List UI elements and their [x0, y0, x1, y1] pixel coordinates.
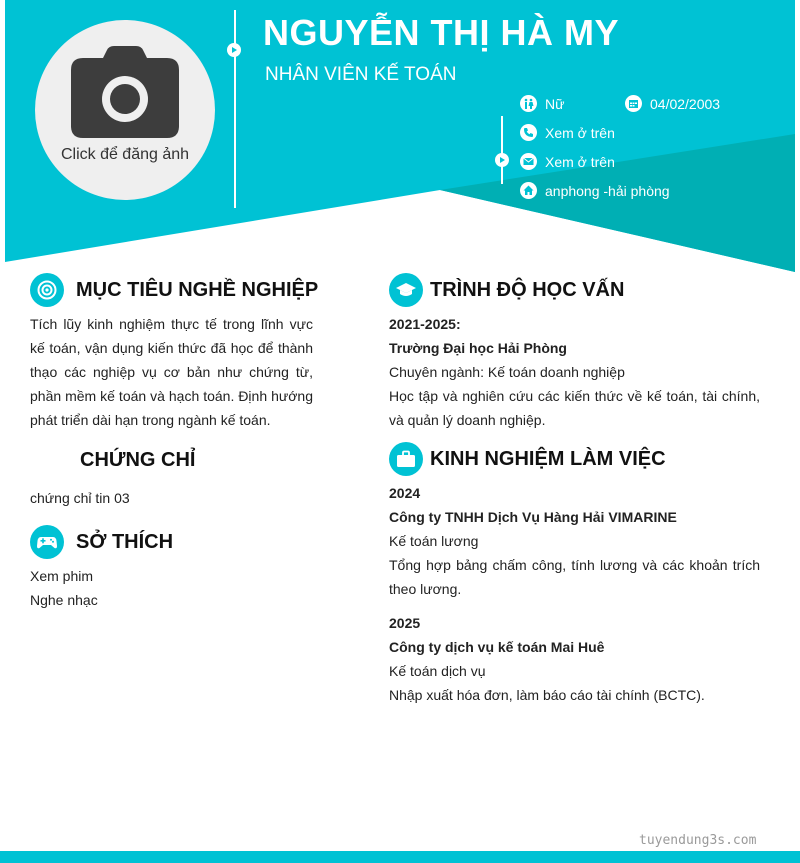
birthday-field[interactable]	[625, 95, 720, 112]
job-role[interactable]: Kế toán lương	[389, 533, 479, 549]
contact-divider-marker	[495, 153, 509, 167]
education-period[interactable]: 2021-2025:	[389, 316, 461, 332]
objective-section-header	[30, 273, 318, 307]
experience-section-header	[389, 442, 666, 476]
camera-icon	[71, 46, 179, 138]
gender-field[interactable]	[520, 95, 564, 112]
phone-field[interactable]	[520, 124, 615, 141]
job-title[interactable]: NHÂN VIÊN KẾ TOÁN	[265, 64, 457, 85]
job-description[interactable]: Tổng hợp bảng chấm công, tính lương và các khoản trích theo lương.	[389, 557, 760, 597]
phone-icon	[520, 124, 537, 141]
education-major[interactable]: Chuyên ngành: Kế toán doanh nghiệp	[389, 364, 625, 380]
job-year[interactable]: 2025	[389, 615, 421, 631]
home-icon	[520, 182, 537, 199]
job-description[interactable]: Nhập xuất hóa đơn, làm báo cáo tài chính (BCTC).	[389, 687, 705, 703]
job-role[interactable]: Kế toán dịch vụ	[389, 663, 486, 679]
certificate-item[interactable]: chứng chỉ tin 03	[30, 490, 130, 506]
hobby-item[interactable]: Xem phim	[30, 568, 94, 584]
header-divider	[234, 10, 236, 208]
hobbies-section-header	[30, 525, 173, 559]
experience-title: KINH NGHIỆM LÀM VIỆC	[430, 447, 666, 470]
birthday-value: 04/02/2003	[650, 95, 721, 112]
email-value: Xem ở trên	[545, 153, 615, 170]
hobby-item[interactable]: Nghe nhạc	[30, 592, 98, 608]
watermark: tuyendung3s.com	[639, 833, 757, 848]
objective-text[interactable]: Tích lũy kinh nghiệm thực tế trong lĩnh vực kế toán, vận dụng kiến thức đã học để thành thạo các nghiệp vụ cơ bản như chứng từ, phần mềm kế toán và hạch toán. Định hướng phát triển dài hạn trong ngành kế toán.	[30, 316, 313, 428]
target-icon	[30, 273, 64, 307]
education-title: TRÌNH ĐỘ HỌC VẤN	[430, 278, 625, 301]
photo-caption: Click để đăng ảnh	[60, 146, 190, 163]
address-value: anphong -hải phòng	[545, 182, 670, 199]
calendar-icon	[625, 95, 642, 112]
gender-value: Nữ	[545, 95, 565, 112]
address-field[interactable]	[520, 182, 670, 199]
contact-divider	[501, 116, 503, 184]
job-year[interactable]: 2024	[389, 485, 421, 501]
school-name[interactable]: Trường Đại học Hải Phòng	[389, 340, 567, 356]
education-description[interactable]: Học tập và nghiên cứu các kiến thức về kế toán, tài chính, và quản lý doanh nghiệp.	[389, 388, 760, 428]
email-field[interactable]	[520, 153, 615, 170]
certificates-title: CHỨNG CHỈ	[80, 449, 196, 471]
gamepad-icon	[30, 525, 64, 559]
divider-marker	[227, 43, 241, 57]
objective-title: MỤC TIÊU NGHỀ NGHIỆP	[76, 278, 319, 301]
hobbies-title: SỞ THÍCH	[76, 530, 174, 553]
mail-icon	[520, 153, 537, 170]
phone-value: Xem ở trên	[545, 124, 615, 141]
gender-icon	[520, 95, 537, 112]
candidate-name[interactable]: NGUYỄN THỊ HÀ MY	[263, 12, 620, 53]
company-name[interactable]: Công ty TNHH Dịch Vụ Hàng Hải VIMARINE	[389, 509, 677, 525]
company-name[interactable]: Công ty dịch vụ kế toán Mai Huê	[389, 639, 605, 655]
graduation-cap-icon	[389, 273, 423, 307]
footer-bar	[0, 851, 800, 863]
certificates-section-header	[80, 449, 195, 472]
education-section-header	[389, 273, 624, 307]
briefcase-icon	[389, 442, 423, 476]
profile-photo-placeholder[interactable]	[35, 20, 215, 200]
